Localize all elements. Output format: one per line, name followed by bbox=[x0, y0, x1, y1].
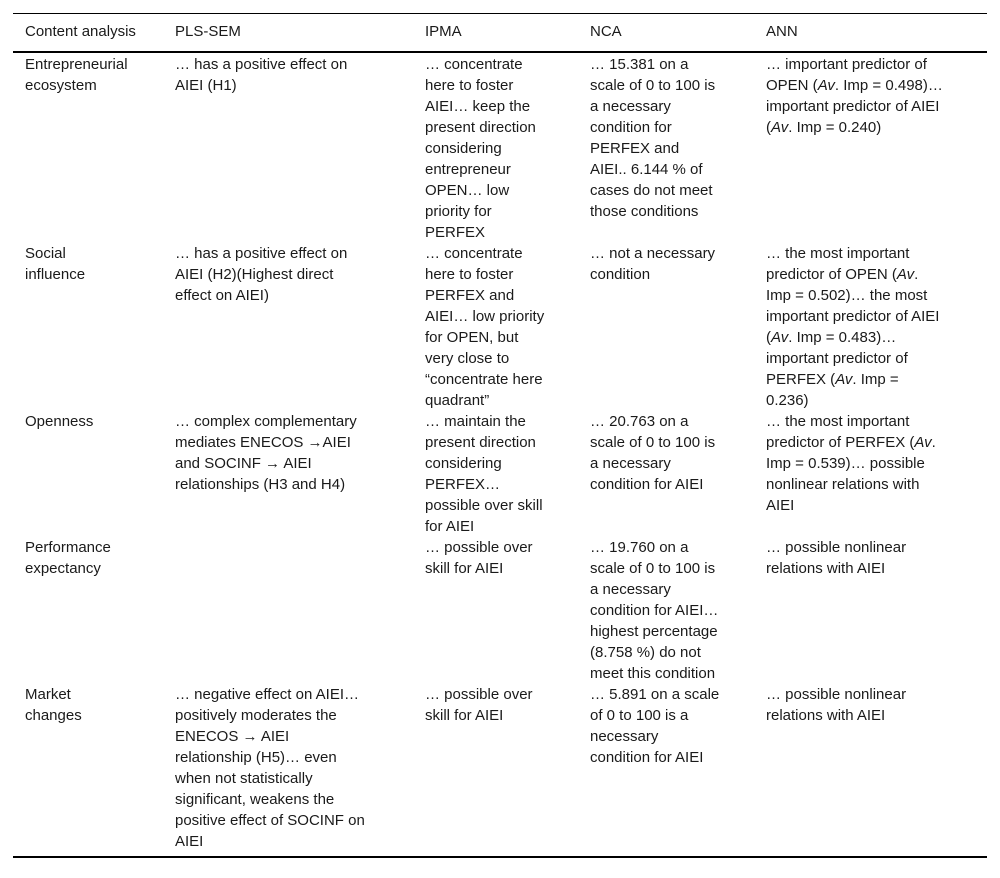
cell-nca: … 20.763 on a scale of 0 to 100 is a necessary condition for AIEI bbox=[590, 413, 716, 493]
cell-nca: … 5.891 on a scale of 0 to 100 is a necessary condition for AIEI bbox=[590, 686, 720, 766]
column-header-content-analysis: Content analysis bbox=[13, 14, 175, 53]
table-row-market-changes bbox=[13, 684, 987, 857]
cell-ipma: … possible over skill for AIEI bbox=[425, 686, 533, 724]
cell-ann: … important predictor of OPEN (Av. Imp = 0.498)… important predictor of AIEI (Av. Imp = 0.240) bbox=[766, 56, 943, 136]
cell-ann: … the most important predictor of OPEN (Av. Imp = 0.502)… the most important predictor of AIEI (Av. Imp = 0.483)… important predictor of PERFEX (Av. Imp = 0.236) bbox=[766, 245, 940, 409]
results-summary-table bbox=[13, 13, 987, 858]
cell-pls-sem: … has a positive effect on AIEI (H1) bbox=[175, 56, 348, 94]
table-row-openness bbox=[13, 411, 987, 537]
row-label: Performance expectancy bbox=[25, 539, 111, 577]
column-header-pls-sem: PLS-SEM bbox=[175, 14, 425, 53]
column-header-ann: ANN bbox=[766, 14, 987, 53]
cell-pls-sem: … complex complementary mediates ENECOS →AIEI and SOCINF → AIEI relationships (H3 and H4) bbox=[175, 413, 357, 493]
table-row-entrepreneurial-ecosystem bbox=[13, 52, 987, 243]
cell-ann: … the most important predictor of PERFEX (Av. Imp = 0.539)… possible nonlinear relations with AIEI bbox=[766, 413, 936, 514]
row-label: Social influence bbox=[25, 245, 86, 283]
cell-ipma: … concentrate here to foster PERFEX and AIEI… low priority for OPEN, but very close to “concentrate here quadrant” bbox=[425, 245, 545, 409]
cell-nca: … not a necessary condition bbox=[590, 245, 716, 283]
cell-nca: … 15.381 on a scale of 0 to 100 is a necessary condition for PERFEX and AIEI.. 6.144 % of cases do not meet those conditions bbox=[590, 56, 716, 220]
results-summary-table-container bbox=[13, 13, 987, 858]
cell-pls-sem bbox=[175, 537, 425, 684]
cell-ipma: … concentrate here to foster AIEI… keep the present direction considering entrepreneur OPEN… low priority for PERFEX bbox=[425, 56, 536, 241]
cell-nca: … 19.760 on a scale of 0 to 100 is a necessary condition for AIEI… highest percentage (8.758 %) do not meet this condition bbox=[590, 539, 719, 682]
cell-ann: … possible nonlinear relations with AIEI bbox=[766, 539, 907, 577]
cell-ipma: … maintain the present direction considering PERFEX… possible over skill for AIEI bbox=[425, 413, 543, 535]
column-header-nca: NCA bbox=[590, 14, 766, 53]
table-row-performance-expectancy bbox=[13, 537, 987, 684]
row-label: Openness bbox=[25, 413, 94, 430]
cell-ann: … possible nonlinear relations with AIEI bbox=[766, 686, 907, 724]
cell-ipma: … possible over skill for AIEI bbox=[425, 539, 533, 577]
cell-pls-sem: … negative effect on AIEI… positively moderates the ENECOS → AIEI relationship (H5)… even when not statistically significant, weakens the positive effect of SOCINF on AIEI bbox=[175, 686, 365, 850]
cell-pls-sem: … has a positive effect on AIEI (H2)(Highest direct effect on AIEI) bbox=[175, 245, 348, 304]
column-header-ipma: IPMA bbox=[425, 14, 590, 53]
table-header-row bbox=[13, 14, 987, 53]
row-label: Entrepreneurial ecosystem bbox=[25, 56, 128, 94]
table-row-social-influence bbox=[13, 243, 987, 411]
row-label: Market changes bbox=[25, 686, 82, 724]
